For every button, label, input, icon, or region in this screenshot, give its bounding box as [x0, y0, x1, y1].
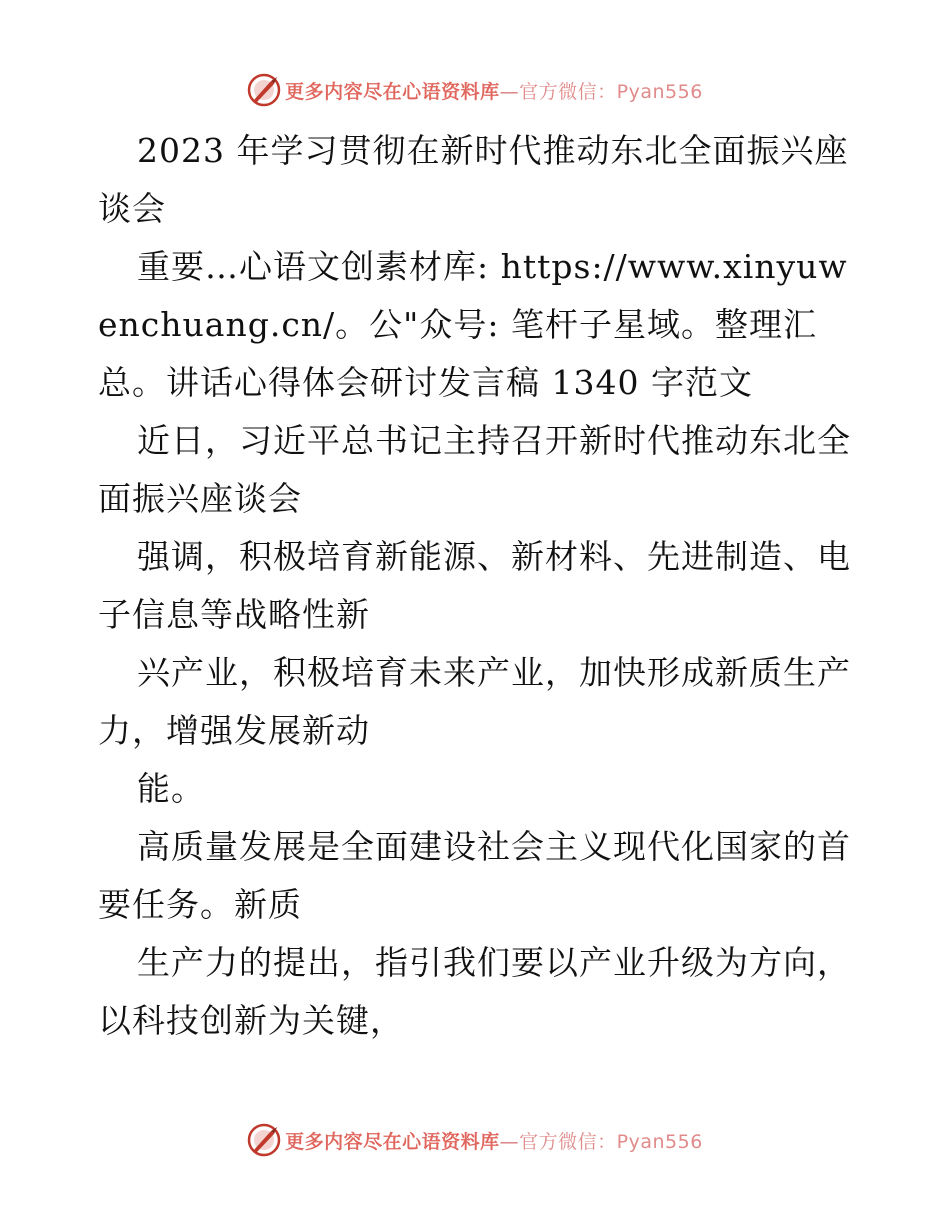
watermark-contact-text: 官方微信：Pyan556 [519, 80, 703, 103]
body-paragraph: 兴产业，积极培育未来产业，加快形成新质生产力，增强发展新动 [98, 653, 851, 750]
watermark-brand-text: 更多内容尽在心语资料库 [285, 80, 500, 103]
document-body [98, 122, 858, 1050]
document-title: 2023 年学习贯彻在新时代推动东北全面振兴座谈会 [98, 131, 849, 228]
watermark-brand-text: 更多内容尽在心语资料库 [285, 1130, 500, 1153]
watermark-footer [0, 1120, 950, 1160]
source-note-paragraph: 重要…心语文创素材库: https://www.xinyuwenchuang.cn/。公"众号: 笔杆子星域。整理汇总。讲话心得体会研讨发言稿 1340 字范文 [98, 247, 848, 402]
watermark-separator: — [499, 1130, 520, 1153]
watermark-contact-text: 官方微信：Pyan556 [519, 1130, 703, 1153]
body-paragraph: 高质量发展是全面建设社会主义现代化国家的首要任务。新质 [98, 827, 851, 924]
watermark-header [0, 70, 950, 110]
quill-logo-icon [247, 73, 281, 107]
watermark-separator: — [499, 80, 520, 103]
body-paragraph: 能。 [137, 769, 205, 808]
body-paragraph: 生产力的提出，指引我们要以产业升级为方向，以科技创新为关键， [98, 943, 851, 1040]
quill-logo-icon [247, 1123, 281, 1157]
body-paragraph: 近日，习近平总书记主持召开新时代推动东北全面振兴座谈会 [98, 421, 851, 518]
body-paragraph: 强调，积极培育新能源、新材料、先进制造、电子信息等战略性新 [98, 537, 851, 634]
